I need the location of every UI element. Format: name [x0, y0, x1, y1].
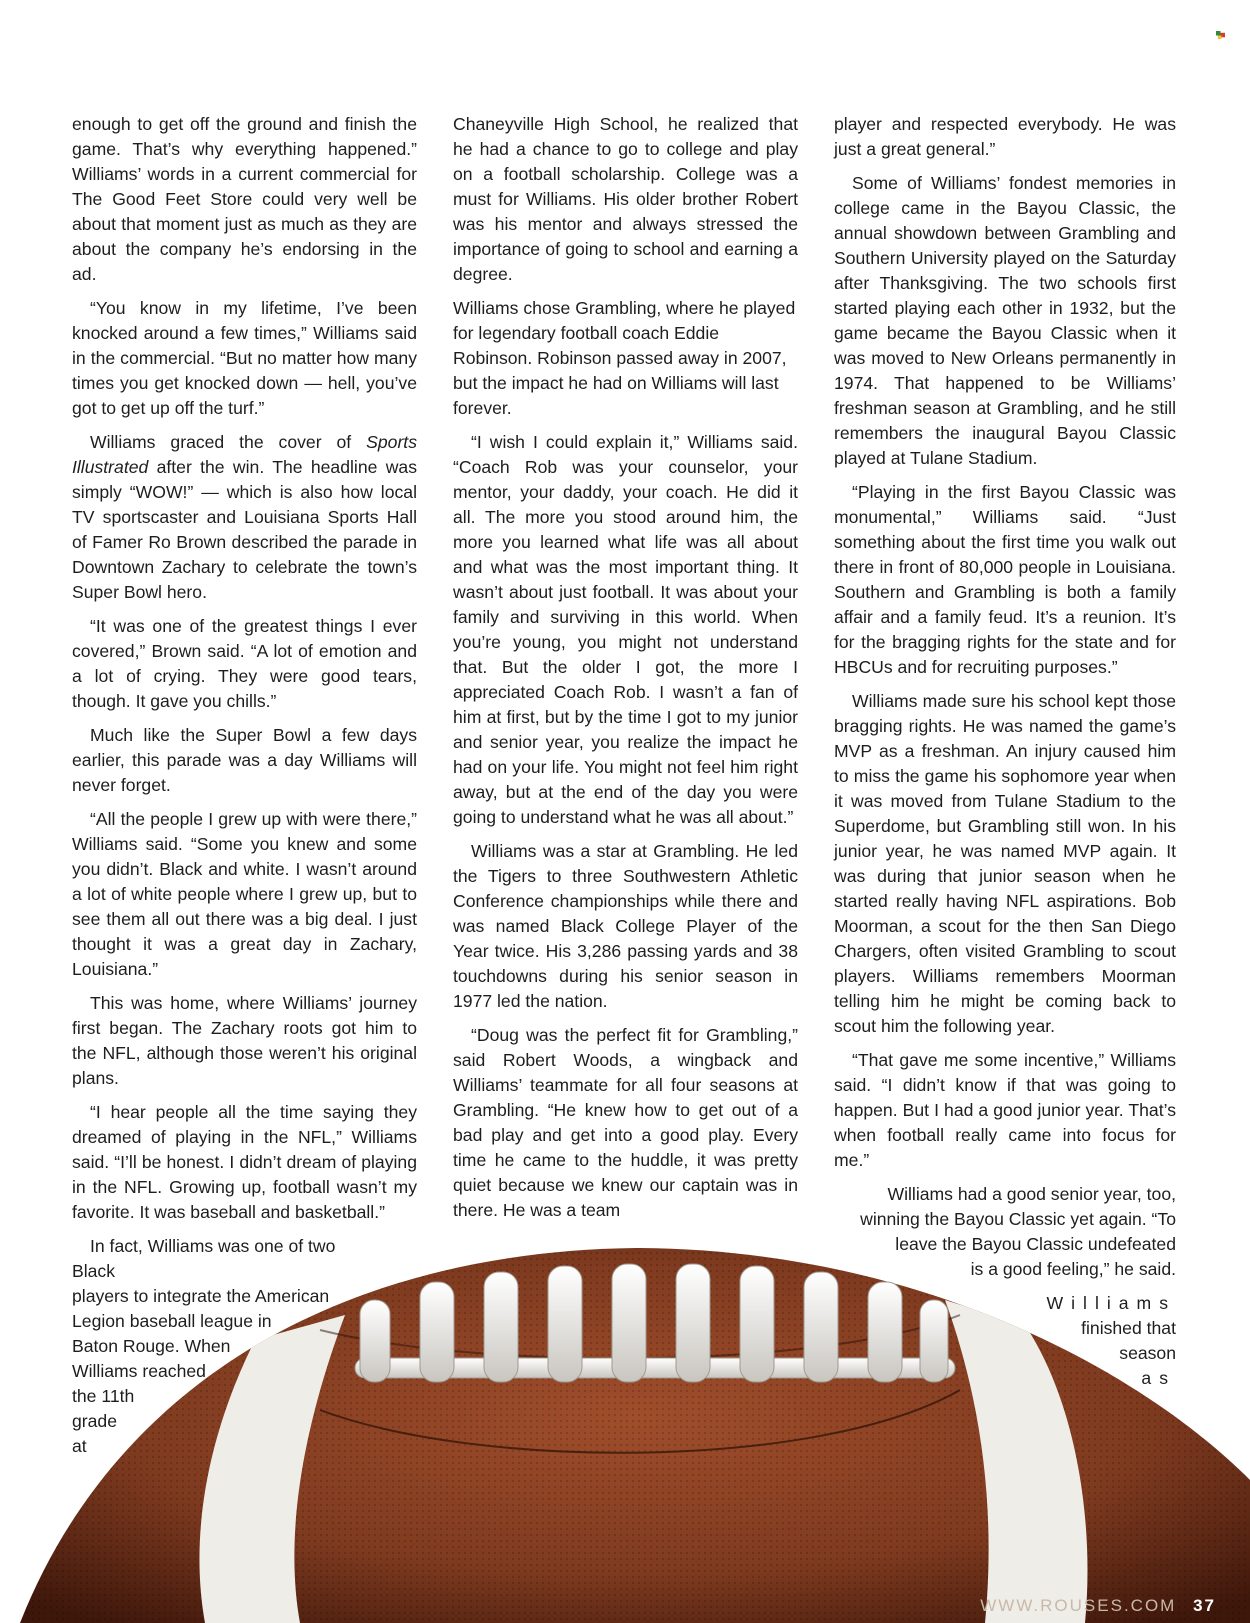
paragraph: player and respected everybody. He was just a great general.”: [834, 114, 1176, 159]
wrap-line: as: [1141, 1368, 1176, 1388]
wrap-line: In fact, Williams was one of two Black: [72, 1236, 336, 1281]
paragraph: Williams chose Grambling, where he played for legendary football coach Eddie Robinson. Robinson passed away in 2007, but the impact he had on Williams will last forever.: [453, 298, 796, 418]
wrap-line: Williams had a good senior year, too,: [887, 1184, 1176, 1204]
wrap-line: Legion baseball league in: [72, 1311, 272, 1331]
paragraph: “All the people I grew up with were there,” Williams said. “Some you knew and some you didn’t. Black and white. I wasn’t around a lot of white people where I grew up, but to see them all out there was a big deal. I just thought it was a great day in Zachary, Louisiana.”: [72, 809, 417, 979]
page-number: 37: [1193, 1596, 1216, 1615]
wrap-line: winning the Bayou Classic yet again. “To: [860, 1209, 1176, 1229]
wrap-line: finished that: [1081, 1318, 1176, 1338]
paragraph-text: after the win. The headline was simply “WOW!” — which is also how local TV sportscaster and Louisiana Sports Hall of Famer Ro Brown described the parade in Downtown Zachary to celebrate the town’s Super Bowl hero.: [72, 457, 417, 602]
wrap-line: leave the Bayou Classic undefeated: [895, 1234, 1176, 1254]
article-column-1: [72, 112, 417, 1468]
wrap-line: Baton Rouge. When: [72, 1336, 231, 1356]
paragraph: Williams was a star at Grambling. He led the Tigers to three Southwestern Athletic Conference championships while there and was named Black College Player of the Year twice. His 3,286 passing yards and 38 touchdowns during his senior season in 1977 led the nation.: [453, 841, 798, 1011]
paragraph: This was home, where Williams’ journey first began. The Zachary roots got him to the NFL, although those weren’t his original plans.: [72, 993, 417, 1088]
article-column-3: [834, 112, 1176, 1400]
paragraph: [72, 430, 417, 605]
wrap-line: Williams reached: [72, 1361, 206, 1381]
paragraph: Chaneyville High School, he realized that he had a chance to go to college and play on a football scholarship. College was a must for Williams. His older brother Robert was his mentor and always stressed the importance of going to school and earning a degree.: [453, 114, 798, 284]
paragraph: “You know in my lifetime, I’ve been knocked around a few times,” Williams said in the commercial. “But no matter how many times you get knocked down — hell, you’ve got to get up off the turf.”: [72, 298, 417, 418]
paragraph: Some of Williams’ fondest memories in college came in the Bayou Classic, the annual showdown between Grambling and Southern University played on the Saturday after Thanksgiving. The two schools first started playing each other in 1932, but the game became the Bayou Classic when it was moved to New Orleans permanently in 1974. That happened to be Williams’ freshman season at Grambling, and he still remembers the inaugural Bayou Classic played at Tulane Stadium.: [834, 173, 1176, 468]
paragraph: enough to get off the ground and finish the game. That’s why everything happened.” Williams’ words in a current commercial for The Good Feet Store could very well be about that moment just as much as they are about the company he’s endorsing in the ad.: [72, 114, 417, 284]
article-column-2: [453, 112, 798, 1232]
paragraph-text: Williams graced the cover of: [90, 432, 367, 452]
corner-logo-icon: [1216, 31, 1225, 40]
paragraph: “Playing in the first Bayou Classic was monumental,” Williams said. “Just something about the first time you walk out there in front of 80,000 people in Louisiana. Southern and Grambling is both a family affair and a family feud. It’s a reunion. It’s for the bragging rights for the state and for HBCUs and for recruiting purposes.”: [834, 482, 1176, 677]
paragraph-wrap: [834, 1182, 1176, 1282]
paragraph-wrap: [834, 1291, 1176, 1391]
paragraph: “I wish I could explain it,” Williams said. “Coach Rob was your counselor, your mentor, your daddy, your coach. He did it all. The more you stood around him, the more you learned what life was all about and what was the most important thing. It wasn’t about just football. It was about your family and surviving in this world. When you’re young, you might not understand that. But the older I got, the more I appreciated Coach Rob. I wasn’t a fan of him at first, but by the time I got to my junior and senior year, you realize the impact he had on your life. You might not feel him right away, but at the end of the day you were going to understand what he was all about.”: [453, 432, 798, 827]
wrap-line: grade: [72, 1411, 117, 1431]
paragraph: “It was one of the greatest things I ever covered,” Brown said. “A lot of emotion and a lot of crying. They were good tears, though. It gave you chills.”: [72, 616, 417, 711]
paragraph: “That gave me some incentive,” Williams said. “I didn’t know if that was going to happen. But I had a good junior year. That’s when football really came into focus for me.”: [834, 1050, 1176, 1170]
wrap-line: the 11th: [72, 1386, 135, 1406]
paragraph-wrap: [72, 1234, 372, 1459]
paragraph: “I hear people all the time saying they dreamed of playing in the NFL,” Williams said. “I’ll be honest. I didn’t dream of playing in the NFL. Growing up, football wasn’t my favorite. It was baseball and basketball.”: [72, 1102, 417, 1222]
paragraph: “Doug was the perfect fit for Grambling,” said Robert Woods, a wingback and Williams’ teammate for all four seasons at Grambling. “He knew how to get out of a bad play and get into a good play. Every time he came to the huddle, it was pretty quiet because we knew our captain was in there. He was a team: [453, 1025, 798, 1220]
wrap-line: is a good feeling,” he said.: [970, 1259, 1176, 1279]
page-footer: [980, 1596, 1216, 1616]
wrap-line: season: [1119, 1343, 1176, 1363]
paragraph: Much like the Super Bowl a few days earlier, this parade was a day Williams will never forget.: [72, 725, 417, 795]
wrap-line: players to integrate the American: [72, 1286, 330, 1306]
paragraph: Williams made sure his school kept those bragging rights. He was named the game’s MVP as a freshman. An injury caused him to miss the game his sophomore year when it was moved from Tulane Stadium to the Superdome, but Grambling still won. In his junior year, he was named MVP again. It was during that junior season when he started really having NFL aspirations. Bob Moorman, a scout for the then San Diego Chargers, often visited Grambling to scout players. Williams remembers Moorman telling him he might be coming back to scout him the following year.: [834, 691, 1176, 1036]
magazine-title: Sports Illustrated: [72, 432, 417, 477]
wrap-line: Williams: [1046, 1293, 1176, 1313]
footer-url: WWW.ROUSES.COM: [980, 1596, 1177, 1615]
wrap-line: at: [72, 1436, 87, 1456]
